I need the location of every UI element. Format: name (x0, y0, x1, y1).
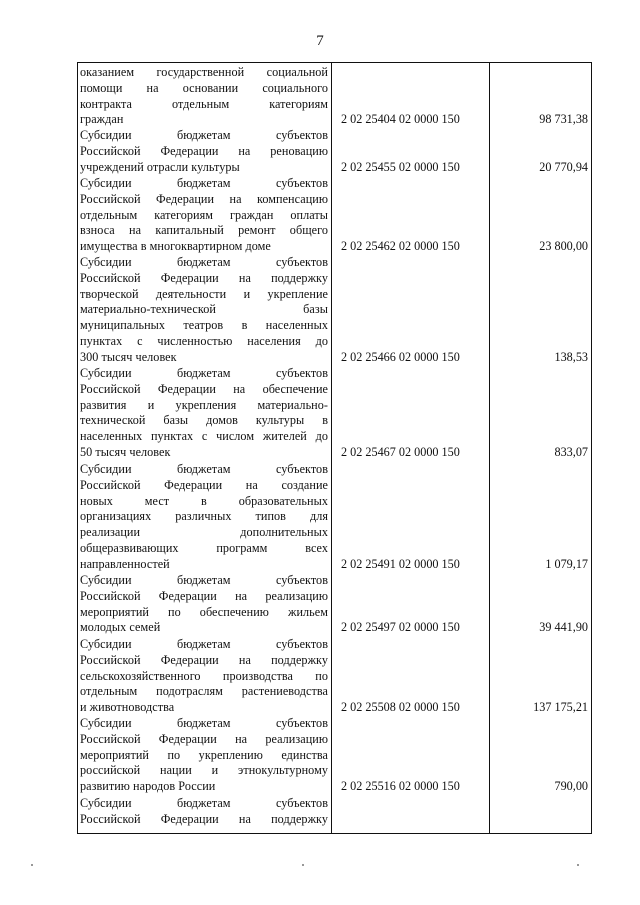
description-line: контракта отдельным категориям (80, 96, 328, 111)
description-line: направленностей (80, 556, 170, 571)
scan-speck (31, 864, 33, 866)
row-amount: 23 800,00 (539, 239, 588, 253)
description-line: населенных пунктах с числом жителей до (80, 429, 328, 443)
column-divider (331, 63, 332, 833)
row-description (80, 573, 328, 636)
description-line: реализации дополнительных (80, 525, 328, 539)
description-line: и животноводства (80, 700, 175, 714)
row-amount: 1 079,17 (545, 557, 588, 571)
row-description (80, 462, 328, 572)
description-line: оказанием государственной социальной (80, 65, 328, 79)
scan-speck (577, 864, 579, 866)
row-description (80, 796, 328, 828)
description-line: Российской Федерации на поддержку (80, 652, 328, 667)
column-divider (489, 63, 490, 833)
description-line: Субсидии бюджетам субъектов (80, 796, 328, 810)
row-code: 2 02 25508 02 0000 150 (341, 700, 460, 714)
description-line: пунктах с численностью населения до (80, 333, 328, 348)
row-code: 2 02 25497 02 0000 150 (341, 620, 460, 634)
row-code: 2 02 25467 02 0000 150 (341, 445, 460, 459)
description-line: отдельным подотраслям растениеводства (80, 684, 328, 699)
description-line: Российской Федерации на компенсацию (80, 191, 328, 206)
revenue-table (77, 62, 592, 834)
description-line: граждан (80, 112, 124, 127)
row-amount: 790,00 (554, 779, 588, 793)
description-line: Субсидии бюджетам субъектов (80, 255, 328, 269)
row-amount: 138,53 (554, 350, 588, 364)
description-line: мероприятий по обеспечению жильем (80, 604, 328, 619)
description-line: новых мест в образовательных (80, 493, 328, 508)
description-line: развитию народов России (80, 779, 216, 793)
row-description (80, 366, 328, 461)
description-line: Субсидии бюджетам субъектов (80, 462, 328, 476)
description-line: Российской Федерации на реализацию (80, 588, 328, 603)
row-code: 2 02 25462 02 0000 150 (341, 239, 460, 253)
description-line: российской нации и этнокультурному (80, 763, 328, 778)
description-line: Субсидии бюджетам субъектов (80, 573, 328, 587)
row-code: 2 02 25466 02 0000 150 (341, 350, 460, 364)
row-description (80, 637, 328, 716)
description-line: имущества в многоквартирном доме (80, 239, 271, 253)
description-line: учреждений отрасли культуры (80, 159, 240, 174)
row-code: 2 02 25491 02 0000 150 (341, 557, 460, 571)
description-line: Российской Федерации на создание (80, 477, 328, 492)
description-line: Субсидии бюджетам субъектов (80, 366, 328, 380)
description-line: развития и укрепления материально- (80, 397, 328, 412)
description-line: помощи на основании социального (80, 80, 328, 95)
row-code: 2 02 25455 02 0000 150 (341, 160, 460, 174)
row-amount: 39 441,90 (539, 620, 588, 634)
description-line: Субсидии бюджетам субъектов (80, 128, 328, 142)
row-description (80, 255, 328, 365)
row-description (80, 176, 328, 255)
description-line: отдельным категориям граждан оплаты (80, 207, 328, 222)
description-line: молодых семей (80, 620, 161, 635)
description-line: Российской Федерации на обеспечение (80, 381, 328, 396)
description-line: Российской Федерации на реализацию (80, 731, 328, 746)
row-code: 2 02 25516 02 0000 150 (341, 779, 460, 793)
description-line: технической базы домов культуры в (80, 413, 328, 428)
row-amount: 137 175,21 (533, 700, 588, 714)
description-line: муниципальных театров в населенных (80, 318, 328, 332)
description-line: взноса на капитальный ремонт общего (80, 223, 328, 238)
description-line: Субсидии бюджетам субъектов (80, 716, 328, 730)
description-line: организациях различных типов для (80, 509, 328, 524)
row-amount: 20 770,94 (539, 160, 588, 174)
description-line: мероприятий по укреплению единства (80, 747, 328, 762)
row-amount: 98 731,38 (539, 112, 588, 126)
row-code: 2 02 25404 02 0000 150 (341, 112, 460, 126)
description-line: 50 тысяч человек (80, 444, 171, 459)
description-line: материально-технической базы (80, 302, 328, 317)
row-amount: 833,07 (554, 445, 588, 459)
description-line: творческой деятельности и укрепление (80, 286, 328, 301)
description-line: Российской Федерации на реновацию (80, 143, 328, 158)
description-line: Российской Федерации на поддержку (80, 811, 328, 826)
scan-speck (302, 864, 304, 866)
description-line: 300 тысяч человек (80, 349, 177, 364)
description-line: Субсидии бюджетам субъектов (80, 637, 328, 651)
description-line: сельскохозяйственного производства по (80, 668, 328, 683)
description-line: Субсидии бюджетам субъектов (80, 176, 328, 190)
row-description (80, 65, 328, 128)
description-line: Российской Федерации на поддержку (80, 270, 328, 285)
description-line: общеразвивающих программ всех (80, 540, 328, 555)
row-description (80, 128, 328, 175)
page-number: 7 (316, 33, 324, 49)
row-description (80, 716, 328, 795)
